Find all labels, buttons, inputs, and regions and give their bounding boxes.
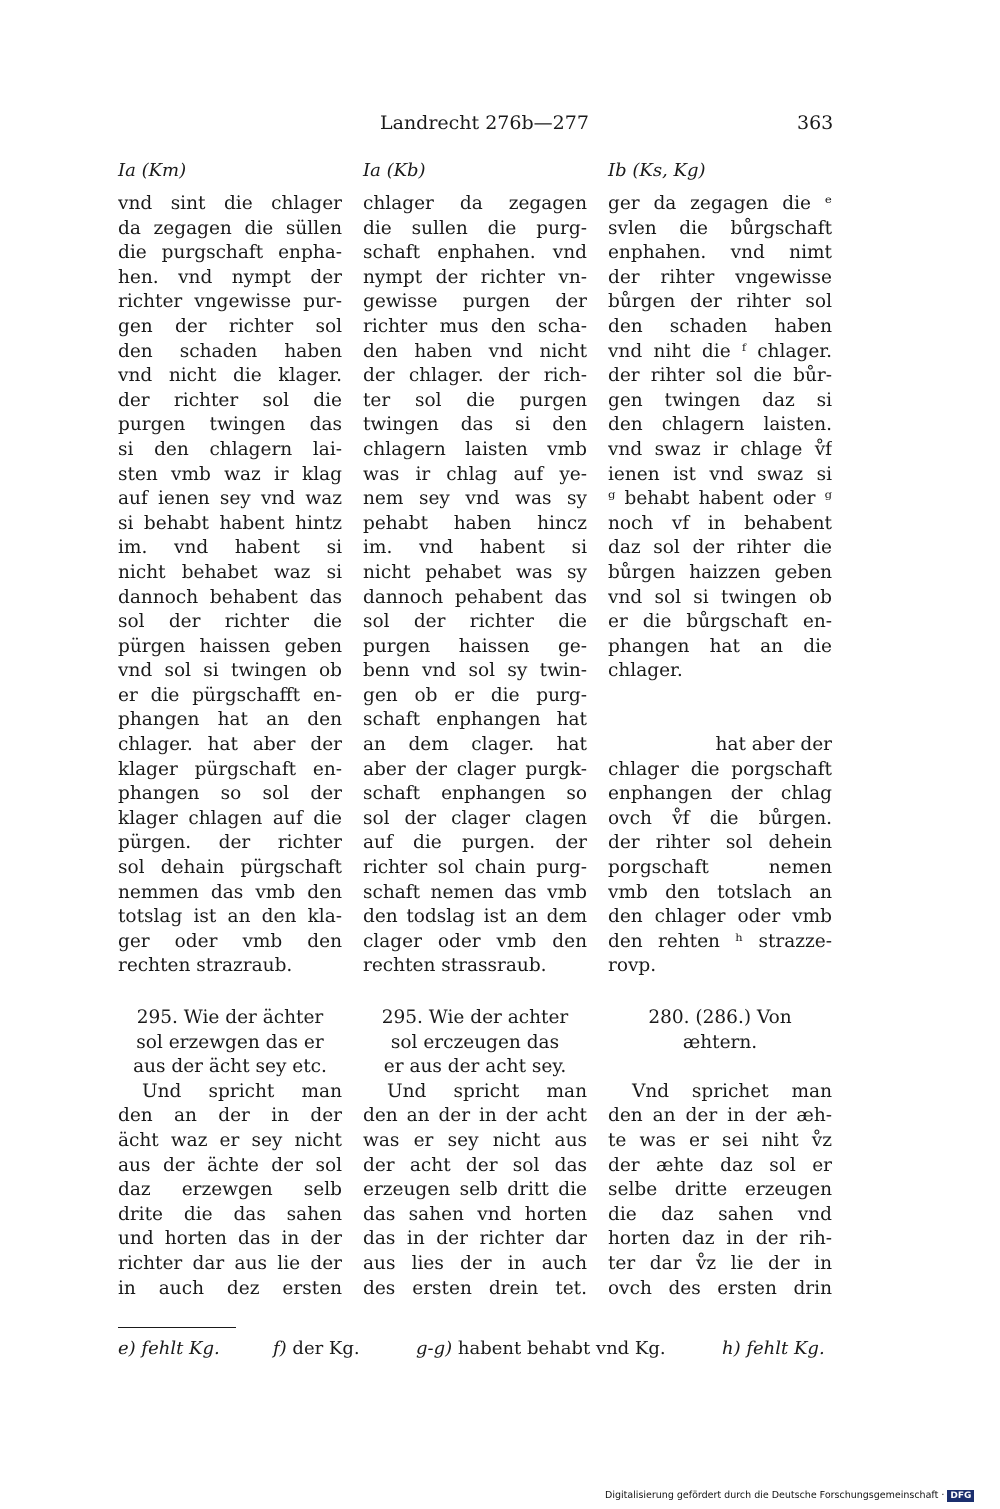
text-line: porgschaft nemen [608,857,832,879]
text-line: den an der in der [118,1105,342,1127]
column-1-main-text [118,192,342,979]
text-line: enphangen der chlag [608,783,832,805]
text-line: erzeugen selb dritt die [363,1179,587,1201]
text-line: vnd sol si twingen ob [608,586,832,608]
text-line: 295. Wie der ächter [136,1007,324,1028]
text-line: twingen das si den [363,414,587,436]
text-line: phangen hat an den [118,709,342,731]
text-line: ächt waz er sey nicht [118,1129,342,1151]
text-line: rovp. [608,955,657,977]
text-line: den chlagern laisten. [608,414,832,436]
text-line: sol erczeugen das [390,1031,560,1053]
text-line: der rihter sol die bůr- [608,365,832,387]
digitization-credit [605,1490,974,1502]
text-line: nemmen das vmb den [118,881,342,903]
footnote-e: e) fehlt Kg. [118,1338,220,1359]
text-line: pürgen haissen geben [118,635,342,657]
text-line: schaft enphahen. vnd [363,242,587,264]
column-3-section-280 [608,1006,832,1301]
text-line: noch vf in behabent [608,512,832,534]
text-line: den schaden haben [608,315,832,337]
text-line: enphahen. vnd nimt [608,242,832,264]
text-line: nicht pehabet was sy [363,561,587,583]
text-line: und horten das in der [118,1228,342,1250]
text-line: rechten strazraub. [118,955,293,977]
footnote-h: h) fehlt Kg. [722,1338,825,1359]
column-heading-2: Ia (Kb) [363,160,426,181]
text-line: vnd sol si twingen ob [118,660,342,682]
text-line: nympt der richter vn- [363,266,587,288]
page-number: 363 [797,112,834,134]
text-line: daz erzewgen selb [118,1179,342,1201]
dfg-logo: DFG [947,1490,974,1502]
text-line: benn vnd sol sy twin- [363,660,587,682]
text-line: im. vnd habent si [363,537,587,559]
text-line: æhtern. [682,1031,758,1053]
text-line: pürgen. der richter [118,832,342,854]
text-line [608,684,832,709]
text-line: bůrgen der rihter sol [608,291,832,313]
footnote-f: f) der Kg. [273,1338,360,1359]
text-line [608,1055,832,1080]
text-line: ienen ist vnd swaz si [608,463,832,485]
text-line: ovch v̊f die bůrgen. [608,807,832,829]
column-2-section-295 [363,1006,587,1301]
text-line: was er sey nicht aus [363,1129,587,1151]
text-line: den chlager oder vmb [608,906,832,928]
text-line: chlagern laisten vmb [363,438,587,460]
column-1-section-295 [118,1006,342,1301]
text-line: gewisse purgen der [363,291,587,313]
text-line: richter vngewisse pur- [118,291,342,313]
text-line: sol der richter die [118,611,342,633]
text-line: purgen twingen das [118,414,342,436]
text-line: da zegagen die süllen [118,217,342,239]
text-line: vnd nicht die klager. [118,365,342,387]
column-heading-1: Ia (Km) [118,160,187,181]
text-line: er die pürgschafft en- [118,684,342,706]
text-line: bůrgen haizzen geben [608,561,832,583]
text-line: vnd sint die chlager [118,193,342,214]
text-line: rechten strassraub. [363,955,547,977]
text-line: er aus der acht sey. [383,1056,567,1078]
text-line: sten vmb waz ir klag [118,463,342,485]
text-line: auf ienen sey vnd waz [118,488,342,510]
text-line: nem sey vnd was sy [363,488,587,510]
text-line: der æhte daz sol er [608,1154,832,1176]
text-line: aber der clager purgk- [363,758,587,780]
text-line: klager pürgschaft en- [118,758,342,780]
text-line: sol erzewgen das er [136,1031,324,1053]
text-line: richter mus den scha- [363,315,587,337]
text-line: die sullen die purg- [363,217,587,239]
text-line: der rihter vngewisse [608,266,832,288]
column-heading-3: Ib (Ks, Kg) [608,160,706,181]
text-line: ovch des ersten drin [608,1277,832,1299]
text-line: an dem clager. hat [363,734,587,756]
text-line: daz sol der rihter die [608,537,832,559]
text-line: den rehten ʰ strazze- [608,930,832,952]
text-line: 295. Wie der achter [381,1007,569,1028]
text-line: richter sol chain purg- [363,857,587,879]
text-line: Und spricht man [142,1080,342,1102]
text-line: auf die purgen. der [363,832,587,854]
text-line: die purgschaft enpha- [118,242,342,264]
text-line: schaft enphangen hat [363,709,587,731]
text-line: vnd niht die ᶠ chlager. [608,340,832,362]
text-line: der chlager. der rich- [363,365,587,387]
text-line: sol der richter die [363,611,587,633]
text-line: das sahen vnd horten [363,1203,587,1225]
text-line: selbe dritte erzeugen [608,1179,832,1201]
text-line: den todslag ist an dem [363,906,587,928]
text-line: ger oder vmb den [118,930,342,952]
text-line: richter dar aus lie der [118,1252,342,1274]
text-line: drite die das sahen [118,1203,342,1225]
text-line: im. vnd habent si [118,537,342,559]
text-line: nicht behabet waz si [118,561,342,583]
text-line: chlager. [608,660,683,682]
text-line: chlager. hat aber der [118,734,342,756]
text-line: das in der richter dar [363,1228,587,1250]
text-line: horten daz in der rih- [608,1228,832,1250]
text-line: ter dar v̊z lie der in [608,1252,832,1274]
text-line: aus lies der in auch [363,1252,587,1274]
text-line: sol dehain pürgschaft [118,857,342,879]
text-line: si den chlagern lai- [118,438,342,460]
text-line: purgen haissen ge- [363,635,587,657]
text-line: des ersten drein tet. [363,1277,587,1299]
text-line: sol der clager clagen [363,807,587,829]
text-line: vnd swaz ir chlage v̊f [608,438,832,460]
text-line: gen ob er die purg- [363,684,587,706]
text-line: in auch dez ersten [118,1277,342,1299]
text-line: den an der in der æh- [608,1105,832,1127]
text-line: te was er sei niht v̊z [608,1129,832,1151]
text-line: den schaden haben [118,340,342,362]
text-line: der rihter sol dehein [608,832,832,854]
text-line: phangen hat an die [608,635,832,657]
text-line [608,708,832,733]
footnote-g: g-g) habent behabt vnd Kg. [416,1338,666,1359]
text-line: clager oder vmb den [363,930,587,952]
text-line: totslag ist an den kla- [118,906,342,928]
text-line: aus der ächt sey etc. [133,1056,327,1078]
text-line: die daz sahen vnd [608,1203,832,1225]
footnote-rule [118,1327,236,1328]
text-line: Vnd sprichet man [632,1080,832,1102]
text-line: schaft nemen das vmb [363,881,587,903]
text-line: den an der in der acht [363,1105,587,1127]
text-line: er die bůrgschaft en- [608,611,832,633]
text-line: si behabt habent hintz [118,512,342,534]
text-line: gen twingen daz si [608,389,832,411]
text-line: chlager die porgschaft [608,758,832,780]
running-head: Landrecht 276b—277 [380,112,589,134]
text-line: der richter sol die [118,389,342,411]
text-line: chlager da zegagen [363,193,587,214]
text-line: vmb den totslach an [608,881,832,903]
column-2-main-text [363,192,587,979]
text-line: ger da zegagen die ᵉ [608,193,832,214]
text-line: dannoch pehabent das [363,586,587,608]
text-line: pehabt haben hincz [363,512,587,534]
text-line: phangen so sol der [118,783,342,805]
text-line: gen der richter sol [118,315,342,337]
text-line: ᵍ behabt habent oder ᵍ [608,488,832,510]
column-3-main-text [608,192,832,979]
text-line: was ir chlag auf ye- [363,463,587,485]
text-line: aus der ächte der sol [118,1154,342,1176]
text-line: Und spricht man [387,1080,587,1102]
text-line: ter sol die purgen [363,389,587,411]
credit-text: Digitalisierung gefördert durch die Deutsche Forschungsgemeinschaft · [605,1490,945,1501]
text-line: svlen die bůrgschaft [608,217,832,239]
text-line: hat aber der [715,734,832,756]
text-line: 280. (286.) Von [648,1007,792,1028]
text-line: dannoch behabent das [118,586,342,608]
text-line: der acht der sol das [363,1154,587,1176]
text-line: hen. vnd nympt der [118,266,342,288]
text-line: den haben vnd nicht [363,340,587,362]
text-line: klager chlagen auf die [118,807,342,829]
text-line: schaft enphangen so [363,783,587,805]
